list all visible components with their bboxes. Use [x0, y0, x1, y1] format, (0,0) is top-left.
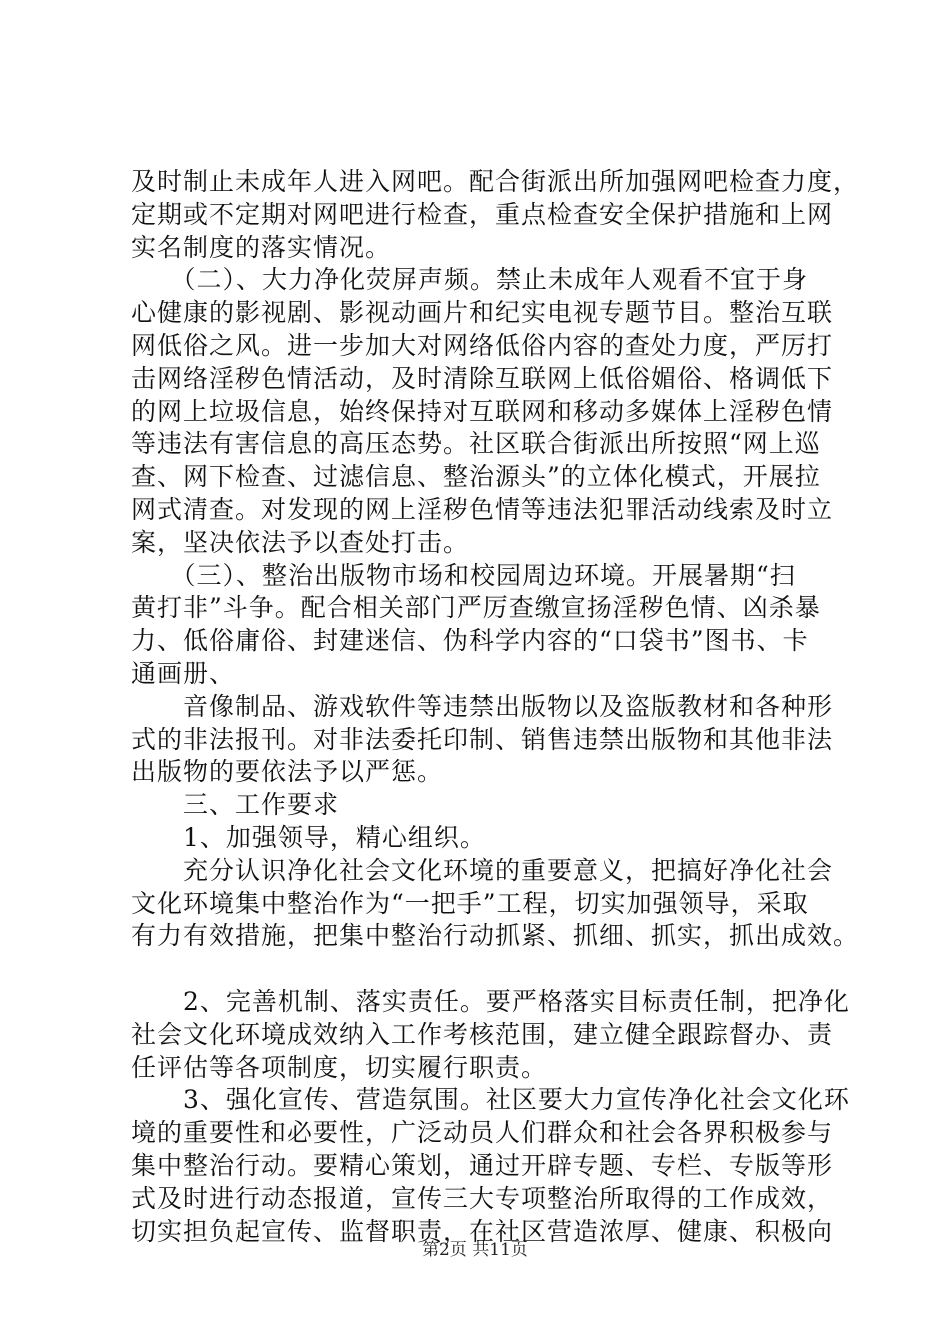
text-line: 定期或不定期对网吧进行检查，重点检查安全保护措施和上网: [131, 199, 834, 229]
text-line: 等违法有害信息的高压态势。社区联合街派出所按照“网上巡: [131, 429, 821, 459]
text-line: 出版物的要依法予以严惩。: [131, 757, 444, 787]
text-line: 3、强化宣传、营造氛围。社区要大力宣传净化社会文化环: [131, 1085, 850, 1115]
text-line: 文化环境集中整治作为“一把手”工程，切实加强领导，采取: [131, 888, 809, 918]
text-line: 2、完善机制、落实责任。要严格落实目标责任制，把净化: [131, 986, 850, 1016]
section-heading: 三、工作要求: [131, 790, 340, 820]
text-line: 查、网下检查、过滤信息、整治源头”的立体化模式，开展拉: [131, 462, 821, 492]
text-line: 通画册、: [131, 658, 236, 688]
text-line: 境的重要性和必要性，广泛动员人们群众和社会各界积极参与: [131, 1118, 834, 1148]
text-line: （二）、大力净化荧屏声频。禁止未成年人观看不宜于身: [131, 265, 809, 295]
text-line: 社会文化环境成效纳入工作考核范围，建立健全跟踪督办、责: [131, 1019, 834, 1049]
text-line: 切实担负起宣传、监督职责，在社区营造浓厚、健康、积极向: [131, 1216, 834, 1246]
text-line: 任评估等各项制度，切实履行职责。: [131, 1052, 548, 1082]
text-line: 有力有效措施，把集中整治行动抓紧、抓细、抓实，抓出成效。: [131, 921, 860, 951]
document-body: [131, 166, 860, 1248]
text-line: 及时制止未成年人进入网吧。配合街派出所加强网吧检查力度，: [131, 167, 860, 196]
blank-line: [131, 953, 853, 986]
text-line: 击网络淫秽色情活动，及时清除互联网上低俗媚俗、格调低下: [131, 363, 834, 393]
text-line: 音像制品、游戏软件等违禁出版物以及盗版教材和各种形: [131, 691, 834, 721]
page-footer: [0, 1240, 950, 1260]
text-line: 式及时进行动态报道，宣传三大专项整治所取得的工作成效，: [131, 1183, 834, 1213]
text-line: 集中整治行动。要精心策划，通过开辟专题、专栏、专版等形: [131, 1150, 834, 1180]
text-line: 实名制度的落实情况。: [131, 232, 392, 262]
subsection-heading: 1、加强领导，精心组织。: [131, 822, 486, 852]
text-line: 黄打非”斗争。配合相关部门严厉查缴宣扬淫秽色情、凶杀暴: [131, 593, 821, 623]
text-line: 式的非法报刊。对非法委托印制、销售违禁出版物和其他非法: [131, 724, 834, 754]
text-line: 案，坚决依法予以查处打击。: [131, 527, 470, 557]
text-line: 力、低俗庸俗、封建迷信、伪科学内容的“口袋书”图书、卡: [131, 626, 809, 656]
text-line: 充分认识净化社会文化环境的重要意义，把搞好净化社会: [131, 855, 834, 885]
text-line: 网式清查。对发现的网上淫秽色情等违法犯罪活动线索及时立: [131, 494, 834, 524]
page-number-label: 第2页 共11页: [422, 1240, 528, 1260]
text-line: 网低俗之风。进一步加大对网络低俗内容的查处力度，严厉打: [131, 330, 834, 360]
text-line: （三）、整治出版物市场和校园周边环境。开展暑期“扫: [131, 560, 796, 590]
text-line: 心健康的影视剧、影视动画片和纪实电视专题节目。整治互联: [131, 298, 834, 328]
text-line: 的网上垃圾信息，始终保持对互联网和移动多媒体上淫秽色情: [131, 396, 834, 426]
